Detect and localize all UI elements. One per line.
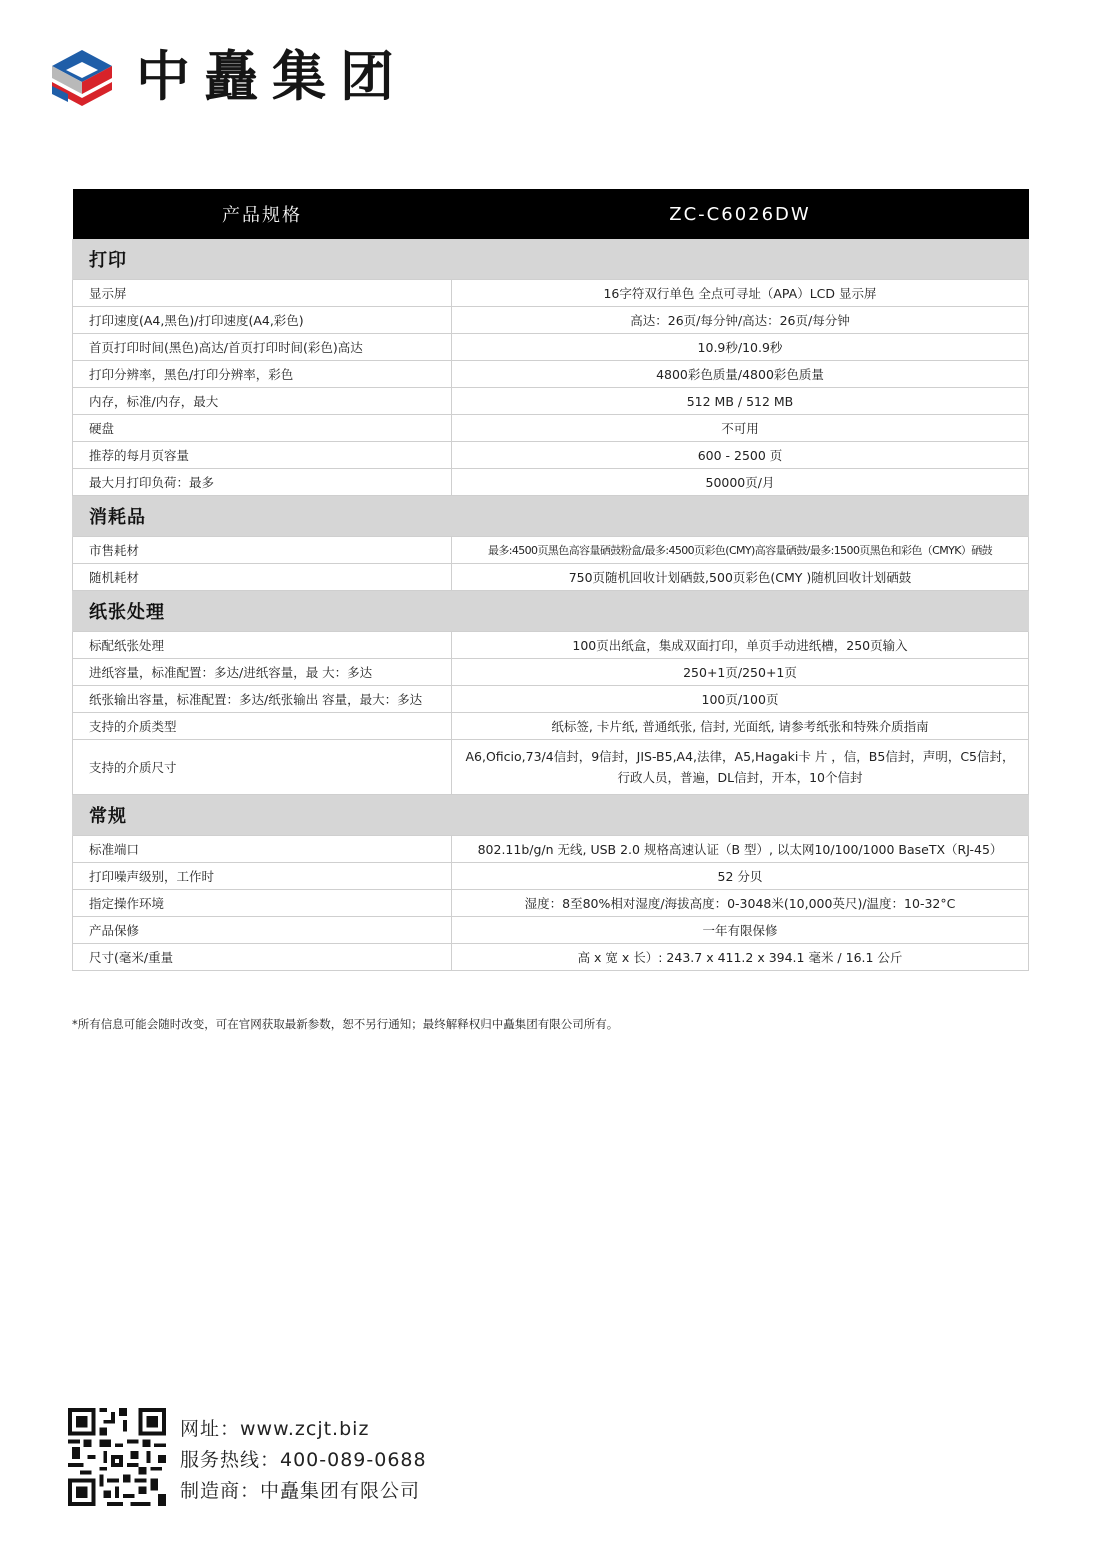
spec-value: 100页/100页 [452,686,1029,713]
spec-value: 高达：26页/每分钟/高达：26页/每分钟 [452,307,1029,334]
spec-table [72,189,1029,971]
brand-name: 中矗集团 [136,44,408,108]
spec-value: 纸标签, 卡片纸, 普通纸张, 信封, 光面纸, 请参考纸张和特殊介质指南 [452,713,1029,740]
section-header [73,239,1029,280]
spec-label: 标准端口 [73,836,452,863]
spec-value: 最多:4500页黑色高容量硒鼓粉盒/最多:4500页彩色(CMY)高容量硒鼓/最多:1500页黑色和彩色（CMYK）硒鼓 [452,537,1029,564]
spec-header-model: ZC-C6026DW [452,189,1029,239]
spec-label: 产品保修 [73,917,452,944]
spec-row [73,686,1029,713]
spec-value: A6,Oficio,73/4信封，9信封，JIS-B5,A4,法律，A5,Hagaki卡 片 ，信，B5信封，声明，C5信封，行政人员，普遍，DL信封，开本，10个信封 [452,740,1029,795]
spec-value: 湿度：8至80%相对湿度/海拔高度：0-3048米(10,000英尺)/温度：10-32°C [452,890,1029,917]
spec-label: 市售耗材 [73,537,452,564]
spec-value: 250+1页/250+1页 [452,659,1029,686]
spec-value: 100页出纸盒，集成双面打印，单页手动进纸槽，250页输入 [452,632,1029,659]
spec-value: 10.9秒/10.9秒 [452,334,1029,361]
spec-row [73,632,1029,659]
spec-row [73,713,1029,740]
spec-label: 打印速度(A4,黑色)/打印速度(A4,彩色) [73,307,452,334]
section-title: 常规 [73,795,1029,836]
spec-value: 高 x 宽 x 长）: 243.7 x 411.2 x 394.1 毫米 / 16.1 公斤 [452,944,1029,971]
spec-label: 随机耗材 [73,564,452,591]
spec-label: 内存，标准/内存，最大 [73,388,452,415]
spec-value: 600 - 2500 页 [452,442,1029,469]
spec-value: 不可用 [452,415,1029,442]
manufacturer-name: 制造商：中矗集团有限公司 [180,1480,421,1502]
spec-label: 指定操作环境 [73,890,452,917]
spec-value: 52 分贝 [452,863,1029,890]
spec-row [73,415,1029,442]
footer [68,1408,427,1507]
spec-label: 纸张输出容量，标准配置：多达/纸张输出 容量，最大：多达 [73,686,452,713]
spec-row [73,863,1029,890]
section-title: 纸张处理 [73,591,1029,632]
spec-label: 显示屏 [73,280,452,307]
spec-row [73,388,1029,415]
section-title: 打印 [73,239,1029,280]
spec-label: 打印噪声级别，工作时 [73,863,452,890]
spec-row [73,944,1029,971]
spec-header-row [73,189,1029,239]
spec-value: 4800彩色质量/4800彩色质量 [452,361,1029,388]
contact-info [180,1414,427,1507]
spec-label: 进纸容量，标准配置：多达/进纸容量，最 大：多达 [73,659,452,686]
spec-row [73,564,1029,591]
spec-label: 标配纸张处理 [73,632,452,659]
section-title: 消耗品 [73,496,1029,537]
service-hotline: 服务热线：400-089-0688 [180,1449,427,1471]
spec-header-left: 产品规格 [73,189,452,239]
spec-row [73,442,1029,469]
disclaimer-note: *所有信息可能会随时改变，可在官网获取最新参数，恕不另行通知；最终解释权归中矗集团有限公司所有。 [72,1017,619,1031]
spec-row [73,469,1029,496]
spec-value: 50000页/月 [452,469,1029,496]
spec-value: 512 MB / 512 MB [452,388,1029,415]
spec-row [73,659,1029,686]
spec-row [73,836,1029,863]
section-header [73,591,1029,632]
spec-label: 打印分辨率，黑色/打印分辨率，彩色 [73,361,452,388]
spec-row [73,917,1029,944]
spec-label: 推荐的每月页容量 [73,442,452,469]
spec-row [73,361,1029,388]
spec-label: 首页打印时间(黑色)高达/首页打印时间(彩色)高达 [73,334,452,361]
spec-row [73,890,1029,917]
section-header [73,496,1029,537]
spec-row [73,740,1029,795]
spec-row [73,537,1029,564]
spec-label: 支持的介质尺寸 [73,740,452,795]
brand-logo [48,36,408,116]
spec-value: 16字符双行单色 全点可寻址（APA）LCD 显示屏 [452,280,1029,307]
spec-value: 802.11b/g/n 无线, USB 2.0 规格高速认证（B 型）, 以太网10/100/1000 BaseTX（RJ-45） [452,836,1029,863]
spec-label: 尺寸(毫米/重量 [73,944,452,971]
qr-code-icon [68,1408,166,1506]
section-header [73,795,1029,836]
spec-row [73,307,1029,334]
spec-label: 硬盘 [73,415,452,442]
spec-value: 750页随机回收计划硒鼓,500页彩色(CMY )随机回收计划硒鼓 [452,564,1029,591]
spec-row [73,334,1029,361]
spec-label: 支持的介质类型 [73,713,452,740]
brand-mark-icon [48,42,116,110]
spec-value: 一年有限保修 [452,917,1029,944]
spec-row [73,280,1029,307]
website-link[interactable]: 网址：www.zcjt.biz [180,1418,370,1440]
spec-label: 最大月打印负荷：最多 [73,469,452,496]
